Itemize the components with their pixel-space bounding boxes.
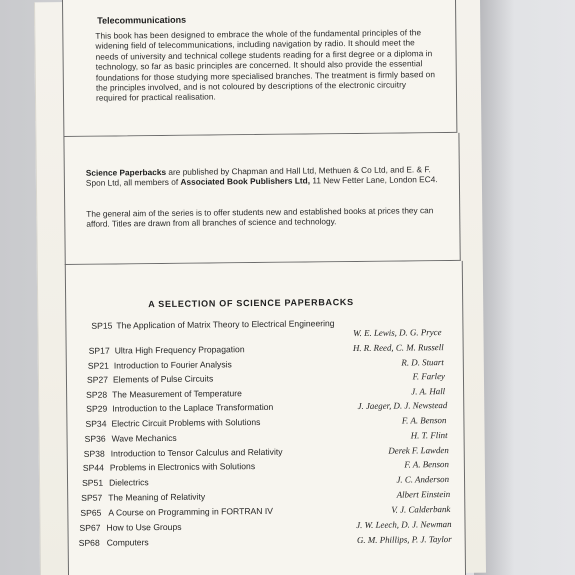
book-code: SP21: [87, 360, 109, 371]
publisher-text-b: 11 New Fetter Lane, London EC4.: [309, 174, 438, 186]
book-title: Electric Circuit Problems with Solutions: [111, 416, 261, 429]
book-back-cover: [34, 0, 486, 575]
book-code: SP36: [84, 433, 106, 444]
series-name: Science Paperbacks: [85, 166, 167, 178]
book-author: J. Jaeger, D. J. Newstead: [357, 400, 448, 411]
book-author: F. A. Benson: [401, 415, 447, 426]
book-author: J. A. Hall: [411, 386, 446, 397]
list-item: [68, 474, 466, 490]
book-code: SP15: [91, 320, 113, 331]
book-title: Introduction to Fourier Analysis: [113, 359, 232, 371]
book-author: H. T. Flint: [410, 430, 448, 441]
list-item: [67, 400, 465, 416]
book-code: SP67: [79, 522, 101, 533]
book-author: J. W. Leech, D. J. Newman: [356, 518, 452, 530]
book-code: SP44: [82, 462, 104, 473]
telecommunications-description: This book has been designed to embrace the whole of the fundamental principles of the widening field of telecommunications, including navigation by radio. It should meet the needs of university and technical college students reading for a first degree or a diploma in technology, so far as basic principles are concerned. It should also provide the essential foundations for those studying more specialised branches. The treatment is firmly based on the principles involved, and is not coloured by descriptions of the electronic circuitry required for practical realisation.: [95, 27, 436, 104]
list-item: [68, 430, 466, 446]
book-author: W. E. Lewis, D. G. Pryce: [353, 327, 442, 339]
telecommunications-heading: Telecommunications: [97, 14, 187, 26]
book-code: SP68: [78, 537, 100, 548]
list-item: [67, 342, 465, 358]
list-item: [68, 489, 466, 505]
list-item: [69, 534, 467, 550]
book-title: Introduction to the Laplace Transformation: [112, 401, 274, 414]
selection-panel: [65, 261, 466, 575]
book-title: The Measurement of Temperature: [112, 388, 242, 400]
book-title: Ultra High Frequency Propagation: [114, 344, 245, 356]
list-item: [68, 459, 466, 475]
book-title: A Course on Programming in FORTRAN IV: [108, 505, 274, 518]
book-title: Problems in Electronics with Solutions: [109, 461, 256, 473]
book-title: Wave Mechanics: [111, 432, 177, 444]
book-author: Albert Einstein: [396, 489, 451, 500]
telecommunications-panel: [62, 0, 457, 137]
publisher-text-a: are published by Chapman and Hall Ltd, Methuen & Co Ltd, and E. & F. Spon Ltd, all members of: [85, 164, 431, 189]
book-code: SP27: [86, 374, 109, 385]
publisher-panel: [63, 133, 460, 265]
list-item: [67, 415, 465, 431]
book-code: SP51: [81, 477, 104, 488]
selection-title: A SELECTION OF SCIENCE PAPERBACKS: [148, 297, 354, 310]
book-code: SP57: [81, 492, 103, 503]
association-name: Associated Book Publishers Ltd,: [180, 175, 311, 188]
book-author: Derek F. Lawden: [388, 445, 449, 456]
book-title: The Meaning of Relativity: [108, 491, 206, 503]
book-code: SP28: [86, 389, 108, 400]
book-author: J. C. Anderson: [396, 474, 450, 485]
book-code: SP34: [85, 418, 107, 429]
book-author: H. R. Reed, C. M. Russell: [352, 342, 444, 354]
book-title: The Application of Matrix Theory to Electrical Engineering: [116, 318, 335, 331]
book-author: R. D. Stuart: [401, 357, 444, 368]
book-title: How to Use Groups: [106, 521, 182, 533]
book-author: F. Farley: [412, 371, 446, 382]
book-title: Computers: [106, 537, 149, 548]
list-item: [68, 519, 466, 535]
book-author: F. A. Benson: [404, 459, 449, 470]
book-author: V. J. Calderbank: [391, 504, 451, 515]
book-code: SP29: [86, 403, 108, 414]
book-title: Elements of Pulse Circuits: [112, 373, 214, 385]
book-title: Introduction to Tensor Calculus and Relativity: [110, 446, 283, 459]
publisher-statement: [86, 164, 442, 189]
list-item: [67, 371, 465, 387]
series-aim: The general aim of the series is to offer students new and established books at prices they can afford. Titles are drawn from all branches of science and technology.: [86, 205, 434, 230]
book-code: SP65: [80, 507, 102, 518]
book-code: SP38: [83, 448, 105, 459]
book-author: G. M. Phillips, P. J. Taylor: [356, 533, 452, 545]
list-item: [68, 504, 466, 520]
book-code: SP17: [88, 345, 110, 356]
book-title: Dielectrics: [108, 477, 149, 488]
